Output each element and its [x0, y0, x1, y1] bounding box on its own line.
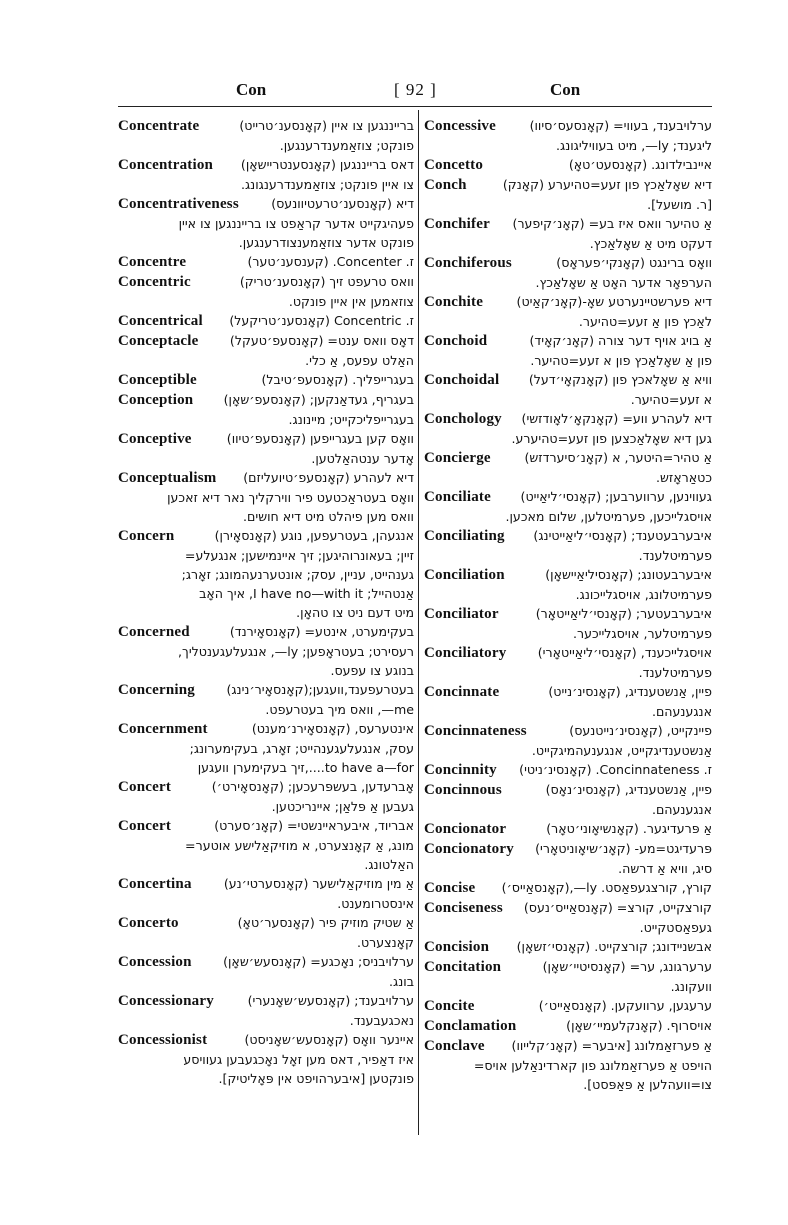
entry-first-line	[118, 913, 414, 933]
dictionary-entry	[118, 331, 414, 370]
definition-text: פיינקייט, (קאָנסינ׳נייטנעס)	[569, 723, 712, 738]
headword: Concertina	[118, 876, 192, 892]
definition-continuation: אָדער ענטהאַלטען.	[311, 451, 414, 466]
definition-text: ערעגען, ערוועקען. (קאָנסאַייט׳)	[538, 998, 712, 1013]
definition-continuation: זיין; בעאונרוהיגען; זיך איינמישען; אנגעלע=	[184, 548, 414, 563]
dictionary-entry	[118, 816, 414, 874]
definition-text: בעגריף, געדאַנקען; (קאָנסעפ׳שאָן)	[223, 392, 414, 407]
dictionary-entry	[424, 760, 712, 780]
definition-continuation: פונקט אדער צוזאַמענצודרענגען.	[238, 235, 414, 250]
headword: Conciliator	[424, 606, 499, 622]
entry-first-line	[118, 816, 414, 836]
headword: Concentrical	[118, 313, 203, 329]
definition-text: וואָס קען בעגרייפען (קאָנסעפ׳טיוו)	[226, 431, 414, 446]
headword: Conciseness	[424, 900, 503, 916]
dictionary-entry	[118, 390, 414, 429]
entry-first-line	[424, 682, 712, 702]
dictionary-entry	[118, 252, 414, 272]
headword: Concernment	[118, 721, 208, 737]
definition-continuation: פעהיגקייט אדער קראַפט צו ברייננגען צו איין	[178, 216, 414, 231]
entry-first-line	[424, 409, 712, 429]
dictionary-entry	[424, 957, 712, 996]
headword: Concite	[424, 998, 475, 1014]
definition-continuation: הערפאָר אדער האָט אַ שאָלאַכץ.	[535, 275, 712, 290]
definition-continuation: האַלט עפעס, אַ כלי.	[305, 353, 414, 368]
left-column	[118, 116, 414, 1088]
dictionary-entry	[118, 272, 414, 311]
entry-first-line	[424, 214, 712, 234]
entry-first-line	[424, 819, 712, 839]
dictionary-page	[118, 80, 712, 1092]
entry-first-line	[424, 878, 712, 898]
dictionary-entry	[424, 721, 712, 760]
dictionary-entry	[118, 719, 414, 777]
definition-continuation: צו איין פונקט; צוזאַמענדרענגונג.	[240, 177, 414, 192]
entry-first-line	[118, 272, 414, 292]
definition-text: אָברעדען, בעשפּרעכען; (קאָנסאָירט׳)	[211, 779, 414, 794]
headword: Concessionist	[118, 1032, 208, 1048]
right-guide-word: Con	[550, 80, 581, 99]
definition-continuation: צו=וועהלען אַ פּאַפּסט].	[583, 1077, 712, 1092]
entry-first-line	[424, 760, 712, 780]
definition-continuation: רעסירט; בעטראָפען; ly—, אנגעלעגענטליך,	[178, 644, 414, 659]
definition-text: איינבילדונג. (קאָנסעט׳טאָ)	[568, 157, 712, 172]
dictionary-entry	[118, 874, 414, 913]
definition-continuation: געבען אַ פּלאַן; איינריכטען.	[271, 799, 414, 814]
definition-continuation: לאַכץ פון אַ זעע=טהיער.	[578, 314, 712, 329]
definition-text: דיא לעהרע (קאָנסעפ׳טיועליזם)	[243, 470, 414, 485]
headword: Conceptacle	[118, 333, 199, 349]
definition-text: אַ טהיער וואס איז בע= (קאָנ׳קיפער)	[512, 216, 712, 231]
definition-continuation: me—, וואס מיך בעטרעפט.	[265, 702, 414, 717]
entry-first-line	[424, 996, 712, 1016]
entry-first-line	[118, 311, 414, 331]
dictionary-entry	[424, 839, 712, 878]
headword: Concert	[118, 818, 172, 834]
definition-continuation: צוזאמען אין איין פונקט.	[288, 294, 414, 309]
headword: Conceptive	[118, 431, 192, 447]
headword: Conciliating	[424, 528, 505, 544]
headword: Conceptualism	[118, 470, 217, 486]
entry-first-line	[118, 468, 414, 488]
definition-continuation: אַנשטענדיגקייט, אנגענעהמיגקייט.	[531, 743, 712, 758]
dictionary-entry	[424, 331, 712, 370]
entry-first-line	[118, 1030, 414, 1050]
headword: Concinnity	[424, 762, 497, 778]
headword: Concentrativeness	[118, 196, 239, 212]
definition-continuation: גענהייט, עניין, עסק; אונטערנעהמונג; זאָרג;	[181, 567, 414, 582]
dictionary-entry	[424, 780, 712, 819]
definition-text: בעטרעפענד,וועגען;(קאָנסאָיר׳נינג)	[226, 682, 414, 697]
headword: Concessive	[424, 118, 496, 134]
entry-first-line	[424, 643, 712, 663]
headword: Concitation	[424, 959, 502, 975]
dictionary-entry	[424, 878, 712, 898]
entry-first-line	[118, 390, 414, 410]
entry-first-line	[118, 155, 414, 175]
definition-continuation: גען דיא שאָלאַכצען פון זעע=טהיערע.	[511, 431, 712, 446]
definition-text: ז. Concinnateness. (קאָנסינ׳ניטי)	[519, 762, 712, 777]
headword: Concionator	[424, 821, 507, 837]
entry-first-line	[118, 429, 414, 449]
definition-text: אויסרוף. (קאָנקלעמיי׳שאָן)	[566, 1018, 712, 1033]
entry-first-line	[424, 331, 712, 351]
entry-first-line	[118, 331, 414, 351]
definition-text: איינער וואָס (קאָנסעש׳שאָניסט)	[244, 1032, 414, 1047]
dictionary-entry	[118, 526, 414, 622]
headword: Conchology	[424, 411, 502, 427]
definition-text: דיא פערשטיינערטע שאָ-(קאָנ׳קאַיט)	[516, 294, 712, 309]
definition-continuation: פערמיטלענד.	[638, 665, 712, 680]
dictionary-entry	[424, 682, 712, 721]
headword: Conchite	[424, 294, 484, 310]
entry-first-line	[118, 622, 414, 642]
dictionary-entry	[118, 468, 414, 526]
headword: Concinnous	[424, 782, 502, 798]
page-number: [ 92 ]	[394, 80, 437, 99]
entry-first-line	[424, 780, 712, 800]
headword: Concentration	[118, 157, 214, 173]
dictionary-entry	[118, 155, 414, 194]
headword: Concerning	[118, 682, 195, 698]
dictionary-entry	[424, 1016, 712, 1036]
entry-first-line	[424, 175, 712, 195]
headword: Conch	[424, 177, 467, 193]
dictionary-entry	[118, 194, 414, 252]
dictionary-entry	[424, 409, 712, 448]
definition-text: וואס טרעפט זיך (קאָנסענ׳טריק)	[239, 274, 414, 289]
headword: Conciliate	[424, 489, 491, 505]
dictionary-entry	[424, 155, 712, 175]
definition-text: דאס ברייננגען (קאָנסענטריישאָן)	[240, 157, 414, 172]
dictionary-entry	[424, 937, 712, 957]
dictionary-entry	[118, 370, 414, 390]
entry-first-line	[424, 116, 712, 136]
headword: Conchifer	[424, 216, 490, 232]
headword: Concerto	[118, 915, 179, 931]
entry-first-line	[424, 839, 712, 859]
definition-text: דיא לעהרע ווע= (קאָנקאָ׳לאָודזשי)	[521, 411, 712, 426]
headword: Concentre	[118, 254, 187, 270]
definition-text: בעגרייפליך. (קאָנסעפ׳טיבל)	[261, 372, 414, 387]
entry-first-line	[424, 937, 712, 957]
dictionary-entry	[424, 292, 712, 331]
entry-first-line	[118, 874, 414, 894]
definition-continuation: פונקטען [איבערהויפט אין פּאָליטיק].	[218, 1071, 414, 1086]
definition-text: ז. Concenter. (קענסענ׳טער)	[247, 254, 414, 269]
definition-text: ז. Concentric (קאָנסענ׳טריקעל)	[229, 313, 414, 328]
definition-text: ברייננגען צו איין (קאָנסענ׳טרייט)	[239, 118, 414, 133]
definition-text: אנגעהן, בעטרעפען, נוגע (קאָנסאָירן)	[214, 528, 414, 543]
definition-continuation: סיג, וויא אַ דרשה.	[618, 861, 712, 876]
definition-continuation: מיט דעם ניט צו טהאָן.	[296, 605, 414, 620]
definition-text: קורץ, קורצגעפאַסט. ly—,(קאָנסאַייס׳)	[501, 880, 712, 895]
definition-continuation: דעקט מיט אַ שאָלאַכץ.	[589, 236, 712, 251]
definition-continuation: כטאַראָזש.	[655, 470, 712, 485]
definition-continuation: [ר. מושעל].	[647, 197, 712, 212]
definition-continuation: הויפט אַ פערזאַמלונג פון קארדינאַלען אויס=	[473, 1058, 712, 1073]
definition-continuation: פערמיטלענד.	[638, 548, 712, 563]
entry-first-line	[424, 957, 712, 977]
entry-first-line	[424, 1016, 712, 1036]
entry-first-line	[424, 448, 712, 468]
dictionary-entry	[424, 214, 712, 253]
dictionary-entry	[424, 448, 712, 487]
definition-text: אַ מין מוזיקאַלישער (קאָנסערטי׳נע)	[223, 876, 414, 891]
definition-text: ערלויבענד, בעווי= (קאָנסעס׳סיוו)	[529, 118, 712, 133]
headword: Conciliation	[424, 567, 505, 583]
entry-first-line	[424, 1036, 712, 1056]
dictionary-entry	[424, 175, 712, 214]
dictionary-entry	[424, 819, 712, 839]
definition-text: בעקימערט, אינטע= (קאָנסאָירנד)	[229, 624, 414, 639]
headword: Concessionary	[118, 993, 214, 1009]
definition-text: אבריוד, איבעראיינשטי= (קאָנ׳סערט)	[214, 818, 414, 833]
definition-continuation: פון אַ שאָלאַכץ פון א זעע=טהיער.	[530, 353, 712, 368]
definition-text: דיא שאָלאַכץ פון זעע=טהיערע (קאָנק)	[502, 177, 712, 192]
right-column	[424, 116, 712, 1094]
entry-first-line	[424, 604, 712, 624]
entry-first-line	[118, 952, 414, 972]
headword: Concionatory	[424, 841, 514, 857]
definition-continuation: א זעע=טהיער.	[630, 392, 712, 407]
definition-text: וויא אַ שאָלאכץ פון (קאָנקאָי׳דעל)	[528, 372, 712, 387]
left-guide-word: Con	[236, 80, 267, 99]
headword: Concision	[424, 939, 490, 955]
dictionary-entry	[118, 116, 414, 155]
headword: Conchoid	[424, 333, 488, 349]
definition-text: אויסגלייכענד, (קאָנסי׳ליאַייטאָרי)	[537, 645, 712, 660]
entry-first-line	[118, 116, 414, 136]
definition-text: אַ שטיק מוזיק פיר (קאָנסער׳טאָ)	[237, 915, 414, 930]
entry-first-line	[424, 253, 712, 273]
definition-text: פיין, אַנשטענדיג, (קאָנסינ׳נאָס)	[545, 782, 712, 797]
entry-first-line	[118, 680, 414, 700]
definition-text: דיא (קאָנסענ׳טרעטיוונעס)	[271, 196, 414, 211]
dictionary-entry	[424, 253, 712, 292]
definition-continuation: ליגענד; ly—, מיט בעוויליגונג.	[556, 138, 712, 153]
dictionary-entry	[424, 116, 712, 155]
entry-first-line	[118, 719, 414, 739]
definition-text: איבערבעטענד; (קאָנסי׳ליאַייטינג)	[533, 528, 712, 543]
dictionary-entry	[118, 913, 414, 952]
headword: Conchiferous	[424, 255, 512, 271]
dictionary-entry	[424, 604, 712, 643]
dictionary-entry	[424, 565, 712, 604]
dictionary-entry	[118, 680, 414, 719]
dictionary-entry	[118, 952, 414, 991]
definition-continuation: וואָס בעטראַכטעט פיר ווירקליך נאר דיא זאכען	[167, 490, 414, 505]
dictionary-entry	[118, 429, 414, 468]
headword: Concinnate	[424, 684, 500, 700]
entry-first-line	[118, 370, 414, 390]
definition-continuation: איז דאַפיר, דאס מען זאָל נאָכגעבען געוויסע	[183, 1052, 414, 1067]
definition-text: ערלויבניס; נאָכגע= (קאָנסעש׳שאָן)	[223, 954, 414, 969]
headword: Concinnateness	[424, 723, 527, 739]
definition-text: אינטערעס, (קאָנסאָירנ׳מענט)	[251, 721, 414, 736]
dictionary-entry	[118, 991, 414, 1030]
definition-text: קורצקייט, קורצ= (קאָנסאַייס׳נעס)	[523, 900, 712, 915]
headword: Conchoidal	[424, 372, 500, 388]
definition-text: איבערבעטער; (קאָנסי׳ליאַייטאָר)	[535, 606, 712, 621]
headword: Concentric	[118, 274, 191, 290]
headword: Concern	[118, 528, 175, 544]
entry-first-line	[424, 292, 712, 312]
dictionary-entry	[118, 1030, 414, 1088]
definition-continuation: געפאַסטקייט.	[639, 920, 712, 935]
headword: Conceptible	[118, 372, 197, 388]
definition-continuation: וועקונג.	[670, 979, 712, 994]
dictionary-entry	[424, 370, 712, 409]
definition-continuation: מונג, אַ קאָנצערט, א מוזיקאַלישע אוטער=	[185, 838, 414, 853]
definition-continuation: פערמיטלער, אויסגלייכער.	[572, 626, 712, 641]
headword: Conception	[118, 392, 194, 408]
entry-first-line	[424, 526, 712, 546]
definition-continuation: בנוגע צו עפעס.	[330, 663, 414, 678]
headword: Conciliatory	[424, 645, 507, 661]
definition-continuation: אנגענעהם.	[651, 802, 712, 817]
dictionary-entry	[424, 487, 712, 526]
definition-text: פיין, אַנשטענדיג, (קאָנסינ׳נייט)	[548, 684, 712, 699]
definition-text: פּרעדיגט=מע- (קאָנ׳שיאָוניטאָרי)	[535, 841, 712, 856]
definition-continuation: פערמיטלונג, אויסגלייכונג.	[575, 587, 712, 602]
definition-text: געווינען, ערווערבען; (קאָנסי׳ליאַייט)	[520, 489, 712, 504]
definition-text: ערערגונג, ער= (קאָנסיטיי׳שאָן)	[542, 959, 712, 974]
entry-first-line	[118, 526, 414, 546]
entry-first-line	[424, 565, 712, 585]
dictionary-entry	[424, 643, 712, 682]
column-divider	[418, 110, 419, 1135]
dictionary-entry	[424, 898, 712, 937]
dictionary-entry	[424, 996, 712, 1016]
definition-continuation: פונקט; צוזאַמענדרענגען.	[279, 138, 414, 153]
definition-continuation: עסק, אנגעלעגענהייט; זאָרג, בעקימערונג;	[189, 741, 414, 756]
headword: Concession	[118, 954, 192, 970]
headword: Concert	[118, 779, 172, 795]
entry-first-line	[118, 991, 414, 1011]
headword: Concentrate	[118, 118, 200, 134]
definition-text: אבשניידונג; קורצקייט. (קאָנסי׳זשאָן)	[516, 939, 712, 954]
definition-continuation: בעגרייפליכקייט; מיינונג.	[288, 412, 414, 427]
dictionary-entry	[424, 526, 712, 565]
headword: Conclamation	[424, 1018, 517, 1034]
headword: Concetto	[424, 157, 484, 173]
running-head	[118, 80, 712, 106]
definition-text: וואָס ברינגט (קאָנקי׳פעראָס)	[556, 255, 712, 270]
entry-first-line	[424, 155, 712, 175]
entry-first-line	[118, 194, 414, 214]
definition-continuation: קאָנצערט.	[356, 935, 414, 950]
definition-text: דאָס וואס ענט= (קאָנסעפ׳טעקל)	[229, 333, 414, 348]
headword: Concierge	[424, 450, 491, 466]
entry-first-line	[424, 898, 712, 918]
entry-first-line	[424, 370, 712, 390]
entry-first-line	[424, 721, 712, 741]
definition-text: איבערבעטונג; (קאָנסיליאַיישאָן)	[545, 567, 712, 582]
definition-text: אַ טהיר=היטער, א (קאָנ׳סיערדזש)	[524, 450, 712, 465]
definition-continuation: האַלטונג.	[364, 857, 414, 872]
dictionary-entry	[118, 311, 414, 331]
definition-continuation: אינסטרומענט.	[337, 896, 414, 911]
definition-text: אַ פּרעדיגער. (קאָנשיאָוני׳טאָר)	[546, 821, 712, 836]
entry-first-line	[424, 487, 712, 507]
definition-text: אַ בויג אויף דער צורה (קאָנ׳קאָיד)	[529, 333, 712, 348]
headword: Concise	[424, 880, 476, 896]
definition-continuation: וואס מען פיהלט מיט דיא חושים.	[243, 509, 414, 524]
entry-first-line	[118, 252, 414, 272]
dictionary-entry	[118, 622, 414, 680]
definition-continuation: אנגענעהם.	[651, 704, 712, 719]
dictionary-entry	[424, 1036, 712, 1094]
headword: Conclave	[424, 1038, 485, 1054]
header-rule	[118, 106, 712, 107]
definition-continuation: בונג.	[389, 974, 414, 989]
dictionary-entry	[118, 777, 414, 816]
definition-continuation: to have a—for....,זיך בעקימערן וועגען	[197, 760, 414, 775]
headword: Concerned	[118, 624, 190, 640]
definition-continuation: נאכגעבענד.	[349, 1013, 414, 1028]
definition-continuation: אַנטהייל; I have no—with it, איך האָב	[199, 586, 414, 601]
definition-text: אַ פערזאַמלונג [איבער= (קאָנ׳קלייוו)	[511, 1038, 712, 1053]
entry-first-line	[118, 777, 414, 797]
definition-text: ערלויבענד; (קאָנסעש׳שאָנערי)	[247, 993, 414, 1008]
definition-continuation: אויסגלייכען, פערמיטלען, שלום מאכען.	[505, 509, 712, 524]
